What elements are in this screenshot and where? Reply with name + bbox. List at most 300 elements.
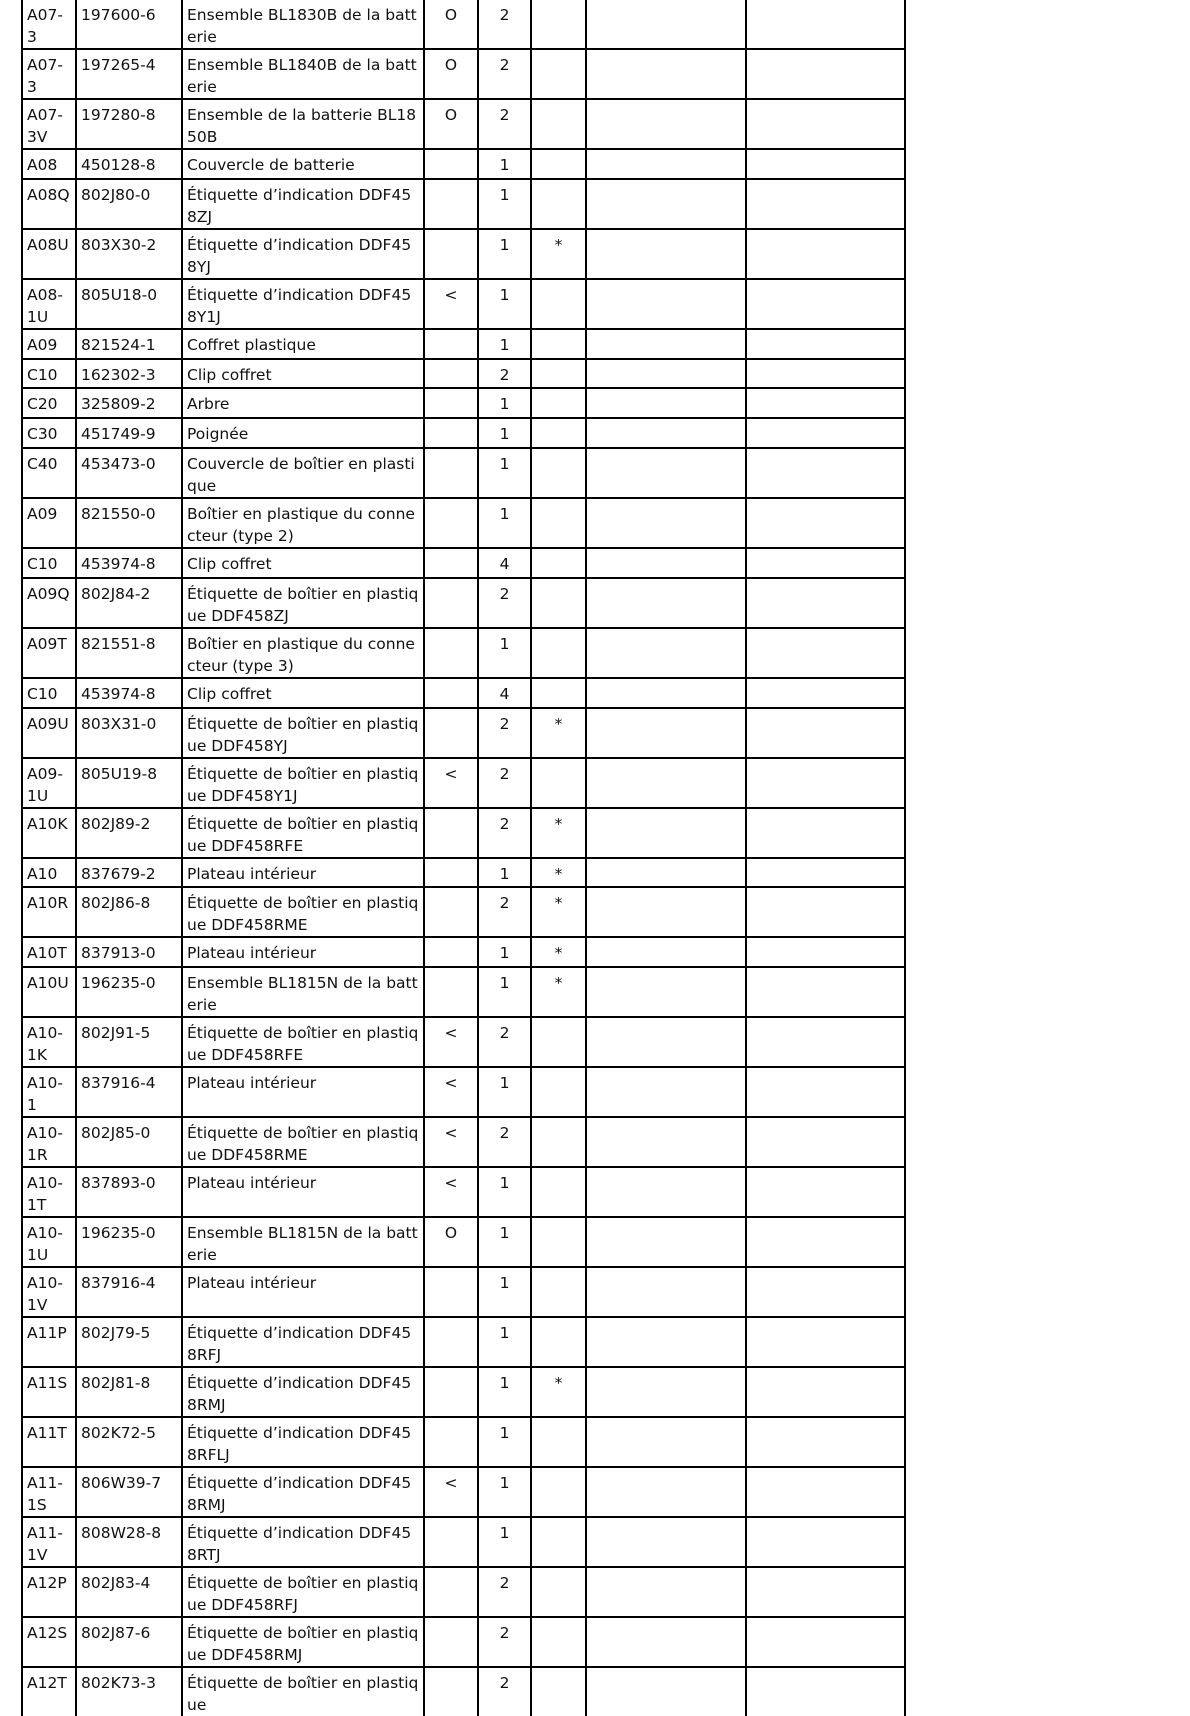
table-row xyxy=(22,1317,905,1367)
part-number-cell: 453974-8 xyxy=(76,548,182,578)
extra-cell-2 xyxy=(746,1517,905,1567)
extra-cell-1 xyxy=(586,179,746,229)
part-number-cell: 162302-3 xyxy=(76,359,182,389)
mark-cell xyxy=(424,1517,478,1567)
quantity-cell: 1 xyxy=(478,937,531,967)
description-cell: Étiquette d’indication DDF458RFLJ xyxy=(182,1417,424,1467)
part-number-cell: 196235-0 xyxy=(76,967,182,1017)
item-number-cell: A10U xyxy=(22,967,76,1017)
extra-cell-1 xyxy=(586,1567,746,1617)
mark-cell: < xyxy=(424,1067,478,1117)
description-cell: Ensemble BL1830B de la batterie xyxy=(182,0,424,49)
item-number-cell: A09 xyxy=(22,329,76,359)
note-cell xyxy=(531,758,586,808)
extra-cell-2 xyxy=(746,1617,905,1667)
mark-cell: < xyxy=(424,1467,478,1517)
extra-cell-1 xyxy=(586,1117,746,1167)
item-number-cell: A09Q xyxy=(22,578,76,628)
description-cell: Coffret plastique xyxy=(182,329,424,359)
item-number-cell: A11P xyxy=(22,1317,76,1367)
item-number-cell: C10 xyxy=(22,548,76,578)
extra-cell-1 xyxy=(586,388,746,418)
quantity-cell: 1 xyxy=(478,179,531,229)
note-cell: * xyxy=(531,229,586,279)
extra-cell-2 xyxy=(746,179,905,229)
note-cell xyxy=(531,1417,586,1467)
part-number-cell: 802J87-6 xyxy=(76,1617,182,1667)
note-cell: * xyxy=(531,808,586,858)
quantity-cell: 2 xyxy=(478,808,531,858)
note-cell: * xyxy=(531,1367,586,1417)
extra-cell-1 xyxy=(586,1667,746,1716)
extra-cell-2 xyxy=(746,388,905,418)
table-row xyxy=(22,758,905,808)
part-number-cell: 837916-4 xyxy=(76,1267,182,1317)
extra-cell-1 xyxy=(586,149,746,179)
mark-cell: < xyxy=(424,279,478,329)
item-number-cell: A07-3 xyxy=(22,49,76,99)
mark-cell: O xyxy=(424,1217,478,1267)
item-number-cell: A10 xyxy=(22,858,76,888)
table-row xyxy=(22,179,905,229)
part-number-cell: 802J79-5 xyxy=(76,1317,182,1367)
extra-cell-2 xyxy=(746,279,905,329)
note-cell xyxy=(531,279,586,329)
parts-table xyxy=(21,0,906,1716)
part-number-cell: 451749-9 xyxy=(76,418,182,448)
extra-cell-1 xyxy=(586,329,746,359)
mark-cell xyxy=(424,1267,478,1317)
item-number-cell: C40 xyxy=(22,448,76,498)
extra-cell-2 xyxy=(746,149,905,179)
mark-cell xyxy=(424,937,478,967)
item-number-cell: A11T xyxy=(22,1417,76,1467)
quantity-cell: 2 xyxy=(478,1117,531,1167)
mark-cell xyxy=(424,858,478,888)
extra-cell-2 xyxy=(746,1267,905,1317)
description-cell: Étiquette d’indication DDF458RFJ xyxy=(182,1317,424,1367)
description-cell: Étiquette d’indication DDF458RMJ xyxy=(182,1367,424,1417)
mark-cell xyxy=(424,887,478,937)
mark-cell xyxy=(424,1617,478,1667)
part-number-cell: 802K72-5 xyxy=(76,1417,182,1467)
quantity-cell: 1 xyxy=(478,418,531,448)
extra-cell-1 xyxy=(586,1367,746,1417)
mark-cell: < xyxy=(424,758,478,808)
extra-cell-1 xyxy=(586,937,746,967)
item-number-cell: C10 xyxy=(22,678,76,708)
extra-cell-1 xyxy=(586,1317,746,1367)
quantity-cell: 1 xyxy=(478,498,531,548)
description-cell: Ensemble BL1840B de la batterie xyxy=(182,49,424,99)
table-row xyxy=(22,498,905,548)
note-cell xyxy=(531,678,586,708)
mark-cell xyxy=(424,498,478,548)
note-cell xyxy=(531,1317,586,1367)
part-number-cell: 802J83-4 xyxy=(76,1567,182,1617)
extra-cell-1 xyxy=(586,359,746,389)
extra-cell-2 xyxy=(746,229,905,279)
item-number-cell: A11-1S xyxy=(22,1467,76,1517)
table-row xyxy=(22,1667,905,1716)
mark-cell: < xyxy=(424,1117,478,1167)
extra-cell-2 xyxy=(746,1167,905,1217)
quantity-cell: 1 xyxy=(478,279,531,329)
table-row xyxy=(22,448,905,498)
mark-cell xyxy=(424,1367,478,1417)
note-cell xyxy=(531,359,586,389)
description-cell: Étiquette de boîtier en plastique xyxy=(182,1667,424,1716)
part-number-cell: 196235-0 xyxy=(76,1217,182,1267)
description-cell: Étiquette de boîtier en plastique DDF458RFJ xyxy=(182,1567,424,1617)
description-cell: Étiquette d’indication DDF458RMJ xyxy=(182,1467,424,1517)
description-cell: Plateau intérieur xyxy=(182,937,424,967)
table-row xyxy=(22,808,905,858)
note-cell xyxy=(531,99,586,149)
item-number-cell: A10R xyxy=(22,887,76,937)
quantity-cell: 2 xyxy=(478,1017,531,1067)
note-cell xyxy=(531,1567,586,1617)
item-number-cell: A08 xyxy=(22,149,76,179)
extra-cell-2 xyxy=(746,1667,905,1716)
part-number-cell: 197600-6 xyxy=(76,0,182,49)
part-number-cell: 197265-4 xyxy=(76,49,182,99)
mark-cell xyxy=(424,448,478,498)
note-cell xyxy=(531,1267,586,1317)
mark-cell xyxy=(424,149,478,179)
part-number-cell: 837916-4 xyxy=(76,1067,182,1117)
description-cell: Étiquette de boîtier en plastique DDF458RMJ xyxy=(182,1617,424,1667)
note-cell xyxy=(531,329,586,359)
extra-cell-2 xyxy=(746,967,905,1017)
note-cell xyxy=(531,498,586,548)
quantity-cell: 2 xyxy=(478,1617,531,1667)
note-cell: * xyxy=(531,887,586,937)
quantity-cell: 2 xyxy=(478,578,531,628)
table-row xyxy=(22,418,905,448)
extra-cell-2 xyxy=(746,0,905,49)
table-row xyxy=(22,279,905,329)
description-cell: Étiquette de boîtier en plastique DDF458RME xyxy=(182,887,424,937)
extra-cell-1 xyxy=(586,418,746,448)
description-cell: Plateau intérieur xyxy=(182,1267,424,1317)
table-row xyxy=(22,887,905,937)
part-number-cell: 821550-0 xyxy=(76,498,182,548)
quantity-cell: 2 xyxy=(478,1667,531,1716)
table-row xyxy=(22,1117,905,1167)
item-number-cell: A08Q xyxy=(22,179,76,229)
extra-cell-2 xyxy=(746,359,905,389)
extra-cell-2 xyxy=(746,418,905,448)
extra-cell-2 xyxy=(746,498,905,548)
table-row xyxy=(22,1217,905,1267)
description-cell: Étiquette de boîtier en plastique DDF458RME xyxy=(182,1117,424,1167)
table-row xyxy=(22,1367,905,1417)
mark-cell xyxy=(424,967,478,1017)
extra-cell-1 xyxy=(586,808,746,858)
mark-cell xyxy=(424,1417,478,1467)
part-number-cell: 453974-8 xyxy=(76,678,182,708)
item-number-cell: C10 xyxy=(22,359,76,389)
extra-cell-2 xyxy=(746,448,905,498)
table-row xyxy=(22,329,905,359)
description-cell: Étiquette de boîtier en plastique DDF458Y1J xyxy=(182,758,424,808)
extra-cell-2 xyxy=(746,708,905,758)
extra-cell-2 xyxy=(746,1217,905,1267)
table-row xyxy=(22,858,905,888)
extra-cell-2 xyxy=(746,678,905,708)
table-row xyxy=(22,628,905,678)
extra-cell-1 xyxy=(586,1617,746,1667)
table-row xyxy=(22,1517,905,1567)
table-row xyxy=(22,359,905,389)
quantity-cell: 1 xyxy=(478,858,531,888)
description-cell: Étiquette d’indication DDF458YJ xyxy=(182,229,424,279)
table-row xyxy=(22,229,905,279)
description-cell: Clip coffret xyxy=(182,548,424,578)
part-number-cell: 802J84-2 xyxy=(76,578,182,628)
note-cell xyxy=(531,388,586,418)
item-number-cell: A08-1U xyxy=(22,279,76,329)
note-cell xyxy=(531,149,586,179)
note-cell xyxy=(531,628,586,678)
mark-cell xyxy=(424,329,478,359)
extra-cell-1 xyxy=(586,1017,746,1067)
description-cell: Étiquette de boîtier en plastique DDF458ZJ xyxy=(182,578,424,628)
extra-cell-1 xyxy=(586,229,746,279)
extra-cell-1 xyxy=(586,99,746,149)
extra-cell-1 xyxy=(586,858,746,888)
part-number-cell: 806W39-7 xyxy=(76,1467,182,1517)
part-number-cell: 197280-8 xyxy=(76,99,182,149)
extra-cell-2 xyxy=(746,1067,905,1117)
item-number-cell: A11-1V xyxy=(22,1517,76,1567)
mark-cell xyxy=(424,548,478,578)
description-cell: Poignée xyxy=(182,418,424,448)
item-number-cell: A10K xyxy=(22,808,76,858)
extra-cell-2 xyxy=(746,887,905,937)
note-cell xyxy=(531,1467,586,1517)
extra-cell-1 xyxy=(586,548,746,578)
item-number-cell: A10T xyxy=(22,937,76,967)
extra-cell-1 xyxy=(586,708,746,758)
part-number-cell: 808W28-8 xyxy=(76,1517,182,1567)
mark-cell xyxy=(424,1667,478,1716)
item-number-cell: A10-1U xyxy=(22,1217,76,1267)
extra-cell-1 xyxy=(586,628,746,678)
extra-cell-2 xyxy=(746,628,905,678)
note-cell xyxy=(531,1217,586,1267)
part-number-cell: 802J91-5 xyxy=(76,1017,182,1067)
extra-cell-1 xyxy=(586,1217,746,1267)
table-row xyxy=(22,1617,905,1667)
extra-cell-1 xyxy=(586,967,746,1017)
table-row xyxy=(22,149,905,179)
quantity-cell: 1 xyxy=(478,329,531,359)
part-number-cell: 802J81-8 xyxy=(76,1367,182,1417)
item-number-cell: A12P xyxy=(22,1567,76,1617)
extra-cell-1 xyxy=(586,49,746,99)
item-number-cell: A09-1U xyxy=(22,758,76,808)
quantity-cell: 1 xyxy=(478,1317,531,1367)
item-number-cell: A09 xyxy=(22,498,76,548)
extra-cell-2 xyxy=(746,49,905,99)
item-number-cell: C30 xyxy=(22,418,76,448)
table-row xyxy=(22,99,905,149)
extra-cell-1 xyxy=(586,448,746,498)
quantity-cell: 1 xyxy=(478,229,531,279)
description-cell: Ensemble BL1815N de la batterie xyxy=(182,1217,424,1267)
extra-cell-2 xyxy=(746,1467,905,1517)
table-row xyxy=(22,1567,905,1617)
mark-cell: < xyxy=(424,1017,478,1067)
extra-cell-1 xyxy=(586,887,746,937)
part-number-cell: 802J89-2 xyxy=(76,808,182,858)
quantity-cell: 1 xyxy=(478,448,531,498)
table-row xyxy=(22,1267,905,1317)
note-cell: * xyxy=(531,858,586,888)
note-cell xyxy=(531,1667,586,1716)
extra-cell-2 xyxy=(746,1117,905,1167)
part-number-cell: 802J80-0 xyxy=(76,179,182,229)
extra-cell-1 xyxy=(586,1467,746,1517)
part-number-cell: 821524-1 xyxy=(76,329,182,359)
quantity-cell: 1 xyxy=(478,1217,531,1267)
quantity-cell: 1 xyxy=(478,388,531,418)
item-number-cell: A10-1K xyxy=(22,1017,76,1067)
table-row xyxy=(22,967,905,1017)
quantity-cell: 1 xyxy=(478,1167,531,1217)
note-cell xyxy=(531,49,586,99)
extra-cell-1 xyxy=(586,1167,746,1217)
extra-cell-1 xyxy=(586,498,746,548)
part-number-cell: 837679-2 xyxy=(76,858,182,888)
part-number-cell: 821551-8 xyxy=(76,628,182,678)
part-number-cell: 802J85-0 xyxy=(76,1117,182,1167)
mark-cell xyxy=(424,808,478,858)
description-cell: Clip coffret xyxy=(182,678,424,708)
description-cell: Couvercle de batterie xyxy=(182,149,424,179)
description-cell: Étiquette de boîtier en plastique DDF458YJ xyxy=(182,708,424,758)
extra-cell-2 xyxy=(746,578,905,628)
quantity-cell: 1 xyxy=(478,1467,531,1517)
note-cell xyxy=(531,0,586,49)
part-number-cell: 802J86-8 xyxy=(76,887,182,937)
extra-cell-1 xyxy=(586,678,746,708)
item-number-cell: C20 xyxy=(22,388,76,418)
note-cell xyxy=(531,1117,586,1167)
part-number-cell: 802K73-3 xyxy=(76,1667,182,1716)
mark-cell xyxy=(424,678,478,708)
extra-cell-1 xyxy=(586,758,746,808)
table-row xyxy=(22,0,905,49)
note-cell: * xyxy=(531,967,586,1017)
quantity-cell: 1 xyxy=(478,1267,531,1317)
quantity-cell: 1 xyxy=(478,628,531,678)
table-row xyxy=(22,548,905,578)
mark-cell: O xyxy=(424,99,478,149)
note-cell xyxy=(531,578,586,628)
note-cell xyxy=(531,1017,586,1067)
description-cell: Couvercle de boîtier en plastique xyxy=(182,448,424,498)
description-cell: Arbre xyxy=(182,388,424,418)
extra-cell-1 xyxy=(586,1417,746,1467)
quantity-cell: 2 xyxy=(478,887,531,937)
part-number-cell: 803X30-2 xyxy=(76,229,182,279)
quantity-cell: 2 xyxy=(478,708,531,758)
note-cell xyxy=(531,179,586,229)
mark-cell xyxy=(424,229,478,279)
mark-cell xyxy=(424,1317,478,1367)
extra-cell-2 xyxy=(746,937,905,967)
extra-cell-1 xyxy=(586,1267,746,1317)
description-cell: Étiquette d’indication DDF458Y1J xyxy=(182,279,424,329)
extra-cell-2 xyxy=(746,1317,905,1367)
quantity-cell: 1 xyxy=(478,967,531,1017)
item-number-cell: A10-1 xyxy=(22,1067,76,1117)
description-cell: Boîtier en plastique du connecteur (type 3) xyxy=(182,628,424,678)
part-number-cell: 453473-0 xyxy=(76,448,182,498)
extra-cell-2 xyxy=(746,1017,905,1067)
item-number-cell: A10-1V xyxy=(22,1267,76,1317)
mark-cell xyxy=(424,179,478,229)
quantity-cell: 2 xyxy=(478,49,531,99)
extra-cell-1 xyxy=(586,0,746,49)
extra-cell-2 xyxy=(746,858,905,888)
quantity-cell: 1 xyxy=(478,149,531,179)
quantity-cell: 2 xyxy=(478,0,531,49)
table-row xyxy=(22,1167,905,1217)
quantity-cell: 1 xyxy=(478,1517,531,1567)
table-row xyxy=(22,937,905,967)
table-row xyxy=(22,578,905,628)
extra-cell-2 xyxy=(746,808,905,858)
item-number-cell: A08U xyxy=(22,229,76,279)
quantity-cell: 2 xyxy=(478,758,531,808)
parts-table-body xyxy=(22,0,905,1716)
item-number-cell: A11S xyxy=(22,1367,76,1417)
part-number-cell: 325809-2 xyxy=(76,388,182,418)
table-row xyxy=(22,1067,905,1117)
note-cell: * xyxy=(531,937,586,967)
description-cell: Ensemble BL1815N de la batterie xyxy=(182,967,424,1017)
item-number-cell: A07-3 xyxy=(22,0,76,49)
note-cell xyxy=(531,1617,586,1667)
note-cell xyxy=(531,548,586,578)
item-number-cell: A09U xyxy=(22,708,76,758)
part-number-cell: 803X31-0 xyxy=(76,708,182,758)
part-number-cell: 837913-0 xyxy=(76,937,182,967)
item-number-cell: A09T xyxy=(22,628,76,678)
extra-cell-1 xyxy=(586,279,746,329)
part-number-cell: 837893-0 xyxy=(76,1167,182,1217)
mark-cell xyxy=(424,418,478,448)
extra-cell-2 xyxy=(746,548,905,578)
quantity-cell: 1 xyxy=(478,1367,531,1417)
note-cell xyxy=(531,1167,586,1217)
extra-cell-2 xyxy=(746,758,905,808)
mark-cell: O xyxy=(424,0,478,49)
note-cell: * xyxy=(531,708,586,758)
note-cell xyxy=(531,1067,586,1117)
mark-cell xyxy=(424,708,478,758)
item-number-cell: A07-3V xyxy=(22,99,76,149)
part-number-cell: 805U18-0 xyxy=(76,279,182,329)
description-cell: Boîtier en plastique du connecteur (type 2) xyxy=(182,498,424,548)
mark-cell xyxy=(424,388,478,418)
extra-cell-2 xyxy=(746,329,905,359)
quantity-cell: 1 xyxy=(478,1067,531,1117)
